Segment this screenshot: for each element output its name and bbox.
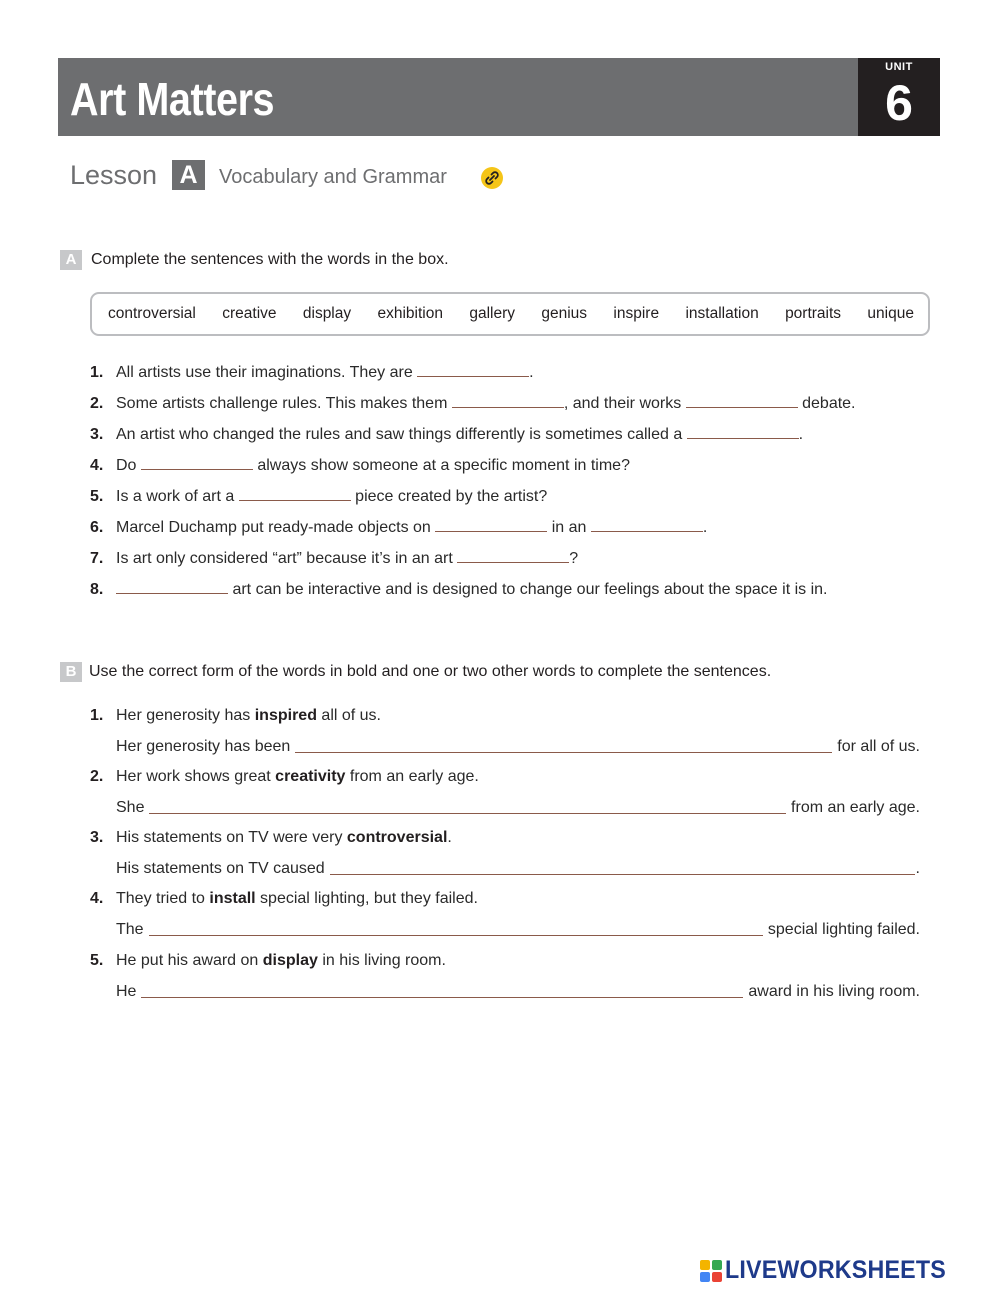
unit-badge [858, 58, 940, 136]
bold-keyword: inspired [254, 707, 317, 724]
bold-keyword: install [209, 890, 256, 907]
exercise-a-item-6 [90, 517, 707, 538]
item-number: 3. [90, 829, 104, 846]
answer-blank[interactable] [687, 424, 799, 439]
item-text: . [529, 364, 534, 381]
item-text: Some artists challenge rules. This makes them [116, 395, 452, 412]
item-text: . [798, 426, 804, 443]
word-box [90, 292, 930, 336]
exercise-b-answer-line-3 [116, 859, 920, 879]
exercise-b-answer-line-1 [116, 737, 920, 757]
item-text: Do [116, 457, 141, 474]
item-text: His statements on TV were very [116, 829, 347, 846]
lesson-word: Lesson [70, 160, 158, 190]
exercise-a-item-1 [90, 362, 534, 383]
answer-blank[interactable] [435, 517, 547, 532]
item-text: , and their works [563, 395, 686, 412]
logo-text: LIVEWORKSHEETS [725, 1256, 946, 1284]
bold-keyword: creativity [275, 768, 346, 785]
answer-blank[interactable] [141, 983, 743, 998]
answer-start: His statements on TV caused [116, 860, 325, 877]
logo-grid-icon [700, 1260, 722, 1282]
exercise-b-item-5 [90, 951, 446, 971]
item-text: always show someone at a specific moment in time? [252, 457, 630, 474]
item-text: . [447, 829, 452, 846]
item-number: 4. [90, 890, 104, 907]
item-text: in an [547, 519, 591, 536]
answer-start: The [116, 921, 144, 938]
item-text: from an early age. [345, 768, 479, 785]
exercise-b-item-3 [90, 828, 452, 848]
word-box-item: creative [222, 305, 277, 322]
word-box-item: controversial [108, 305, 196, 322]
unit-label: UNIT [885, 61, 913, 73]
link-icon[interactable] [481, 167, 503, 189]
unit-number: 6 [885, 75, 913, 131]
word-box-item: portraits [785, 305, 842, 322]
item-number: 7. [90, 550, 104, 567]
exercise-a-item-5 [90, 486, 547, 507]
item-text: art can be interactive and is designed to change our feelings about the space it is in. [228, 581, 828, 598]
exercise-b-item-4 [90, 889, 478, 909]
item-text: piece created by the artist? [350, 488, 548, 505]
item-text: They tried to [116, 890, 210, 907]
answer-end: special lighting failed. [767, 921, 920, 938]
answer-blank[interactable] [239, 486, 351, 501]
answer-blank[interactable] [452, 393, 564, 408]
answer-blank[interactable] [417, 362, 529, 377]
exercise-b-answer-line-4 [116, 920, 920, 940]
item-text: in his living room. [317, 952, 446, 969]
exercise-a-item-7 [90, 548, 578, 569]
exercise-a-item-2 [90, 393, 856, 414]
exercise-b-answer-line-2 [116, 798, 920, 818]
item-number: 2. [90, 768, 104, 785]
item-number: 1. [90, 364, 104, 381]
answer-blank[interactable] [116, 579, 228, 594]
word-box-item: display [302, 305, 352, 322]
answer-blank[interactable] [686, 393, 798, 408]
item-number: 4. [90, 457, 104, 474]
item-text: special lighting, but they failed. [255, 890, 478, 907]
exercise-b-item-2 [90, 767, 479, 787]
section-b-badge: B [60, 662, 82, 682]
item-text: Is a work of art a [116, 488, 239, 505]
item-number: 8. [90, 581, 104, 598]
section-a-instruction: Complete the sentences with the words in the box. [91, 251, 449, 268]
answer-end: award in his living room. [748, 983, 920, 1000]
word-box-item: unique [867, 305, 914, 322]
item-number: 5. [90, 488, 104, 505]
word-box-item: inspire [613, 305, 660, 322]
item-text: debate. [797, 395, 856, 412]
item-text: Her generosity has [116, 707, 255, 724]
item-number: 1. [90, 707, 104, 724]
answer-end: . [915, 860, 920, 877]
item-text: Her work shows great [116, 768, 276, 785]
item-text: ? [569, 550, 579, 567]
answer-blank[interactable] [591, 517, 703, 532]
exercise-b-item-1 [90, 706, 381, 726]
answer-start: She [116, 799, 145, 816]
word-box-item: exhibition [377, 305, 443, 322]
answer-blank[interactable] [149, 799, 786, 814]
item-number: 2. [90, 395, 104, 412]
item-text: All artists use their imaginations. They are [116, 364, 418, 381]
word-box-item: installation [685, 305, 759, 322]
answer-end: for all of us. [837, 738, 920, 755]
item-number: 6. [90, 519, 104, 536]
page-title: Art Matters [70, 73, 275, 125]
exercise-a-item-3 [90, 424, 803, 445]
liveworksheets-logo[interactable] [700, 1256, 992, 1284]
item-text: He put his award on [116, 952, 263, 969]
bold-keyword: controversial [346, 829, 448, 846]
exercise-a-item-8 [90, 579, 828, 600]
item-text: . [702, 519, 708, 536]
answer-blank[interactable] [141, 455, 253, 470]
word-box-item: gallery [469, 305, 516, 322]
answer-blank[interactable] [149, 921, 763, 936]
item-number: 3. [90, 426, 104, 443]
item-text: all of us. [316, 707, 381, 724]
answer-blank[interactable] [295, 738, 832, 753]
answer-start: He [116, 983, 137, 1000]
answer-end: from an early age. [791, 799, 920, 816]
lesson-title: Vocabulary and Grammar [219, 166, 447, 188]
exercise-b-answer-line-5 [116, 982, 920, 1002]
lesson-letter: A [172, 160, 205, 190]
item-text: Is art only considered “art” because it’s in an art [116, 550, 458, 567]
item-text: Marcel Duchamp put ready-made objects on [116, 519, 436, 536]
answer-blank[interactable] [330, 860, 915, 875]
section-a-badge: A [60, 250, 82, 270]
bold-keyword: display [262, 952, 318, 969]
item-number: 5. [90, 952, 104, 969]
item-text: An artist who changed the rules and saw things differently is sometimes called a [116, 426, 687, 443]
exercise-a-item-4 [90, 455, 630, 476]
section-b-instruction: Use the correct form of the words in bold and one or two other words to complete the sentences. [89, 663, 772, 680]
word-box-item: genius [541, 305, 588, 322]
title-bar [58, 58, 858, 136]
answer-blank[interactable] [457, 548, 569, 563]
answer-start: Her generosity has been [116, 738, 291, 755]
